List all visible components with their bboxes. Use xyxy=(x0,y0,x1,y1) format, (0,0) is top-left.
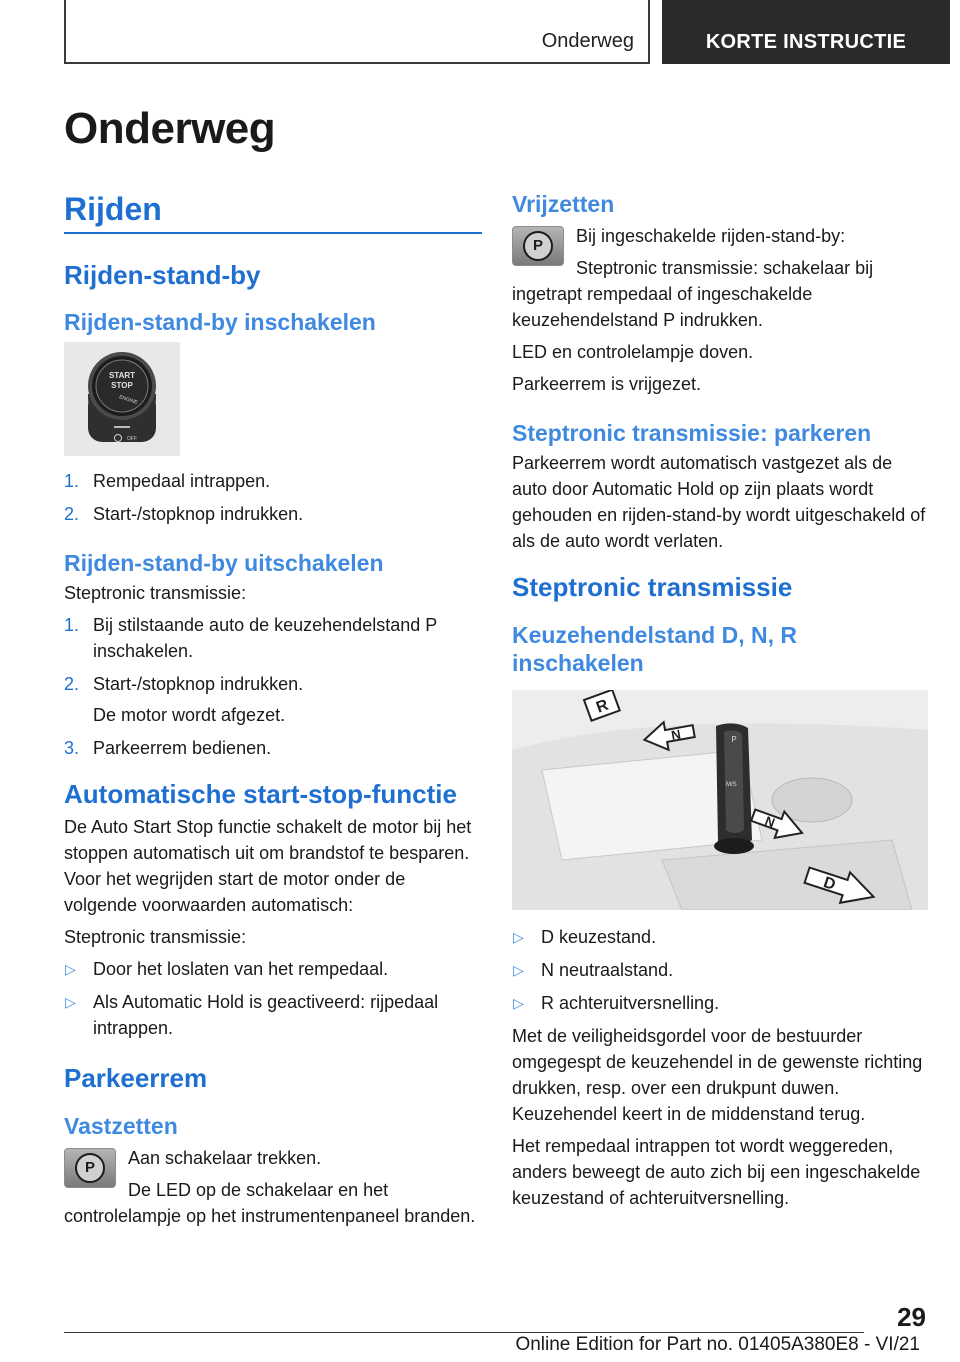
start-label: START xyxy=(108,371,136,381)
footer-rule xyxy=(64,1332,864,1333)
vastzetten-text: P Aan schakelaar trekken. De LED op de schakelaar en het controlelampje op het instrumentenpaneel branden. xyxy=(64,1148,476,1227)
list-item: 2. Start-/stopknop indrukken. xyxy=(64,674,304,695)
gear-label-d: D xyxy=(821,874,838,895)
heading-automatische-start-stop: Automatische start-stop-functie xyxy=(64,779,457,810)
gear-selector-image xyxy=(512,690,928,910)
heading-uitschakelen: Rijden-stand-by uitschakelen xyxy=(64,550,384,577)
list-item: ▷ R achteruitversnelling. xyxy=(513,993,720,1014)
heading-steptronic-transmissie: Steptronic transmissie xyxy=(512,571,793,602)
inschakelen-steps xyxy=(64,468,482,527)
heading-inschakelen: Rijden-stand-by inschakelen xyxy=(64,308,376,335)
list-item: 1. Bij stilstaande auto de keuzehendelstand P inschakelen. xyxy=(64,615,437,662)
heading-vrijzetten: Vrijzetten xyxy=(512,191,615,217)
vrijzetten-text: P Bij ingeschakelde rijden-stand-by: Steptronic transmissie: schakelaar bij ingetrapt rempedaal of ingeschakelde keuzehendelstand P indrukken. xyxy=(512,225,874,330)
uitschakelen-steps xyxy=(64,612,482,697)
gear-label-n-bottom: N xyxy=(762,813,777,831)
list-item: ▷ Door het loslaten van het rempedaal. xyxy=(65,959,389,980)
parking-brake-icon: P xyxy=(64,1148,116,1188)
steptronic-parkeren-text: Parkeerrem wordt automatisch vastgezet als de auto door Automatic Hold op zijn plaats wordt gehouden en rijden-stand-by wordt uitgeschakeld of als de auto wordt verlaten. xyxy=(512,452,926,551)
list-item: 1. Rempedaal intrappen. xyxy=(64,471,271,492)
gear-label-ms: M/S xyxy=(726,782,737,789)
list-item: ▷ N neutraalstand. xyxy=(513,960,674,981)
stop-label: STOP xyxy=(111,381,133,391)
keuzehendel-instruction: Met de veiligheidsgordel voor de bestuurder omgegespt de keuzehendel in de gewenste richting drukken, resp. over een drukpunt duwen. Keuzehendel keert in de middenstand terug. xyxy=(512,1026,923,1125)
heading-steptronic-parkeren: Steptronic transmissie: parkeren xyxy=(512,419,872,446)
gear-label-p: P xyxy=(731,735,737,745)
gear-positions-list xyxy=(512,924,928,1016)
heading-keuzehendelstand: Keuzehendelstand D, N, R inschakelen xyxy=(512,621,797,677)
list-item: 3. Parkeerrem bedienen. xyxy=(64,738,272,759)
auto-start-stop-conditions xyxy=(64,956,482,1041)
list-item: ▷ Als Automatic Hold is geactiveerd: rijpedaal intrappen. xyxy=(65,992,439,1039)
footer-edition: Online Edition for Part no. 01405A380E8 - VI/21 xyxy=(515,1334,920,1355)
vrijzetten-status-text: Parkeerrem is vrijgezet. xyxy=(512,373,702,394)
heading-rijden: Rijden xyxy=(64,190,482,234)
page-title: Onderweg xyxy=(64,104,276,153)
heading-rijden-stand-by: Rijden-stand-by xyxy=(64,260,261,291)
off-label: OFF xyxy=(127,436,137,443)
uitschakelen-intro: Steptronic transmissie: xyxy=(64,583,247,604)
vrijzetten-led-text: LED en controlelampje doven. xyxy=(512,341,754,362)
header-section-title: Onderweg xyxy=(541,30,634,52)
page-number: 29 xyxy=(897,1302,926,1332)
list-item: 2. Start-/stopknop indrukken. xyxy=(64,504,304,525)
right-column xyxy=(512,190,928,1217)
uitschakelen-steps-cont xyxy=(64,735,482,761)
uitschakelen-step2-note: De motor wordt afgezet. xyxy=(93,705,286,726)
engine-label: ENGINE xyxy=(118,394,139,407)
heading-parkeerrem: Parkeerrem xyxy=(64,1063,208,1094)
heading-vastzetten: Vastzetten xyxy=(64,1113,178,1140)
gear-label-n-top: N xyxy=(670,726,682,744)
rempedaal-warning: Het rempedaal intrappen tot wordt weggereden, anders beweegt de auto zich bij een ingeschakelde keuzestand of achteruitversnelling. xyxy=(512,1136,921,1209)
list-item: ▷ D keuzestand. xyxy=(513,927,657,948)
auto-start-stop-intro: Steptronic transmissie: xyxy=(64,927,247,948)
parking-brake-icon: P xyxy=(512,226,564,266)
gear-label-r: R xyxy=(594,696,611,717)
header-tab-korte-instructie[interactable]: KORTE INSTRUCTIE xyxy=(662,0,950,64)
left-column xyxy=(64,190,482,1229)
start-stop-button-image xyxy=(64,342,180,456)
auto-start-stop-text: De Auto Start Stop functie schakelt de motor bij het stoppen automatisch uit om brandstof te besparen. Voor het wegrijden start de motor onder de volgende voorwaarden automatisch: xyxy=(64,817,472,916)
